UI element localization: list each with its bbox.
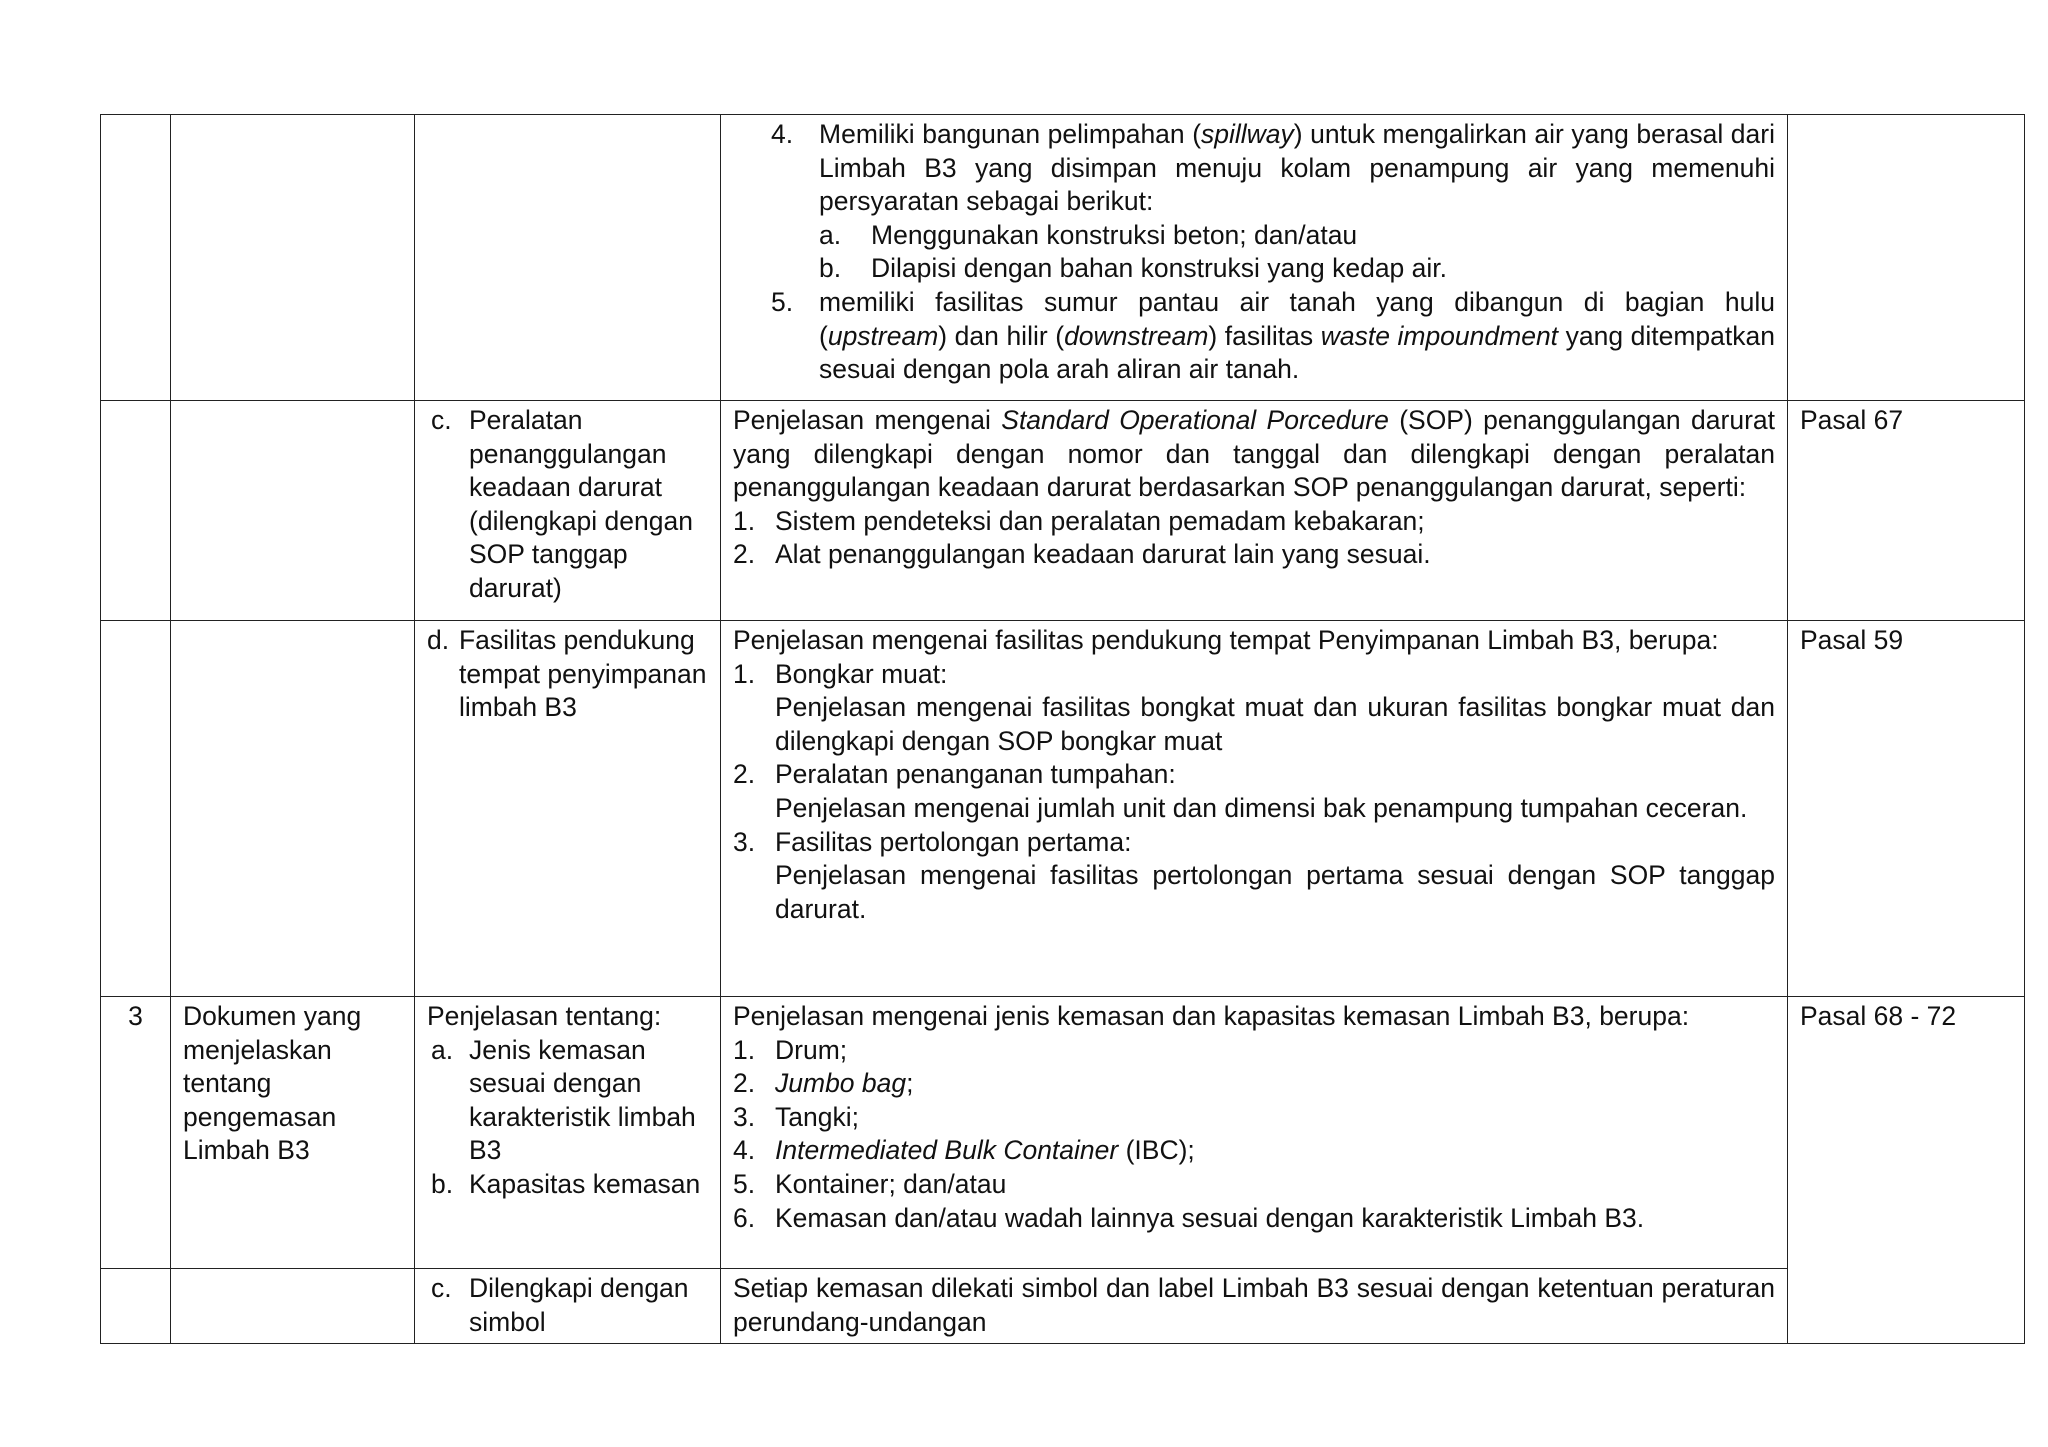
- reference-cell: Pasal 67: [1788, 401, 2025, 621]
- table-row: [101, 115, 2025, 401]
- list-item: [733, 826, 1775, 927]
- item-text: Drum;: [775, 1034, 848, 1065]
- item-text: Alat penanggulangan keadaan darurat lain yang sesuai.: [775, 539, 1431, 570]
- list-item: [427, 1034, 708, 1168]
- reference-cell: Pasal 59: [1788, 621, 2025, 997]
- item-text: Kontainer; dan/atau: [775, 1168, 1007, 1199]
- list-marker: 5.: [771, 286, 794, 317]
- item-text: Dilengkapi dengan simbol: [469, 1273, 689, 1337]
- criteria-cell: [415, 115, 721, 401]
- list-item: [733, 1101, 1775, 1135]
- explanation-intro: Penjelasan mengenai fasilitas pendukung tempat Penyimpanan Limbah B3, berupa:: [733, 625, 1719, 655]
- list-marker: 1.: [733, 505, 756, 536]
- item-text: ) dan hilir (: [938, 320, 1065, 351]
- item-text: ;: [906, 1068, 914, 1099]
- list-marker: a.: [819, 219, 842, 250]
- list-item: [733, 1067, 1775, 1101]
- document-cell: [171, 115, 415, 401]
- explanation-intro: [733, 404, 1775, 505]
- table-row: [101, 997, 2025, 1269]
- item-text: Fasilitas pertolongan pertama:: [775, 826, 1132, 857]
- item-detail: Penjelasan mengenai fasilitas pertolongan pertama sesuai dengan SOP tanggap darurat.: [775, 860, 1775, 924]
- list-marker: c.: [431, 1273, 452, 1303]
- item-text: ) fasilitas: [1208, 320, 1321, 351]
- item-text: Peralatan penanggulangan keadaan darurat (dilengkapi dengan SOP tanggap darurat): [469, 405, 693, 603]
- criteria-cell: [415, 401, 721, 621]
- list-marker: b.: [819, 253, 842, 284]
- item-text: Kapasitas kemasan: [469, 1168, 701, 1199]
- item-text: yang ditempatkan sesuai dengan pola arah aliran air tanah.: [819, 320, 1775, 385]
- item-text: Memiliki bangunan pelimpahan (: [819, 119, 1202, 149]
- item-text: Peralatan penanganan tumpahan:: [775, 759, 1176, 790]
- list-item: [733, 758, 1775, 825]
- row-number-cell: [101, 115, 171, 401]
- explanation-cell: [721, 401, 1788, 621]
- item-text-italic: upstream: [827, 320, 939, 351]
- row-number-cell: [101, 1269, 171, 1344]
- item-text-italic: waste impoundment: [1320, 320, 1559, 351]
- list-item: [733, 1134, 1775, 1168]
- document-cell: Dokumen yang menjelaskan tentang pengemasan Limbah B3: [171, 997, 415, 1269]
- item-text: (IBC);: [1118, 1135, 1195, 1166]
- explanation-list: [733, 505, 1775, 572]
- list-marker: 2.: [733, 539, 756, 570]
- table-row: [101, 621, 2025, 997]
- explanation-cell: [721, 621, 1788, 997]
- item-text: Sistem pendeteksi dan peralatan pemadam kebakaran;: [775, 505, 1425, 536]
- item-text: ) untuk mengalirkan air yang berasal dari Limbah B3 yang disimpan menuju kolam penampung air yang memenuhi persyaratan sebagai berikut:: [819, 119, 1775, 217]
- list-item: [427, 404, 708, 606]
- list-item: [427, 1168, 708, 1202]
- list-item: [733, 1202, 1775, 1236]
- list-marker: 5.: [733, 1168, 756, 1199]
- table-row: [101, 401, 2025, 621]
- explanation-intro: Penjelasan mengenai jenis kemasan dan kapasitas kemasan Limbah B3, berupa:: [733, 1001, 1690, 1031]
- list-marker: 1.: [733, 1034, 756, 1065]
- list-marker: d.: [427, 625, 450, 655]
- criteria-list: [427, 624, 708, 725]
- intro-text: Penjelasan mengenai: [733, 405, 1002, 435]
- intro-text: (SOP) penanggulangan darurat yang dilengkapi dengan nomor dan tanggal dan dilengkapi dengan peralatan penanggulangan keadaan darurat berdasarkan SOP penanggulangan darurat, seperti:: [733, 405, 1775, 503]
- list-marker: 6.: [733, 1202, 756, 1233]
- list-item: [733, 658, 1775, 759]
- item-text: Jenis kemasan sesuai dengan karakteristik limbah B3: [469, 1034, 696, 1166]
- item-text: Bongkar muat:: [775, 658, 948, 689]
- item-text: Tangki;: [775, 1101, 859, 1132]
- item-text: Kemasan dan/atau wadah lainnya sesuai dengan karakteristik Limbah B3.: [775, 1202, 1645, 1233]
- list-marker: 4.: [771, 119, 794, 149]
- list-marker: b.: [431, 1168, 454, 1199]
- explanation-cell: Setiap kemasan dilekati simbol dan label Limbah B3 sesuai dengan ketentuan peraturan perundang-undangan: [721, 1269, 1788, 1344]
- item-text: Fasilitas pendukung tempat penyimpanan limbah B3: [459, 625, 707, 723]
- list-item: [733, 538, 1775, 572]
- explanation-list: [733, 658, 1775, 927]
- list-marker: 2.: [733, 759, 756, 790]
- list-marker: 3.: [733, 826, 756, 857]
- row-number-cell: [101, 621, 171, 997]
- list-item: [819, 219, 1775, 253]
- list-item: [733, 505, 1775, 539]
- item-text-italic: spillway: [1201, 119, 1294, 149]
- list-marker: a.: [431, 1034, 454, 1065]
- list-item: [771, 118, 1775, 286]
- item-text: memiliki fasilitas sumur pantau air tanah yang dibangun di bagian hulu (: [819, 286, 1775, 351]
- item-text-italic: downstream: [1064, 320, 1209, 351]
- criteria-list: [427, 404, 708, 606]
- item-detail: Penjelasan mengenai jumlah unit dan dimensi bak penampung tumpahan ceceran.: [775, 792, 1748, 823]
- list-marker: 1.: [733, 658, 756, 689]
- criteria-list: [427, 1034, 708, 1202]
- item-detail: Penjelasan mengenai fasilitas bongkat muat dan ukuran fasilitas bongkar muat dan dilengkapi dengan SOP bongkar muat: [775, 692, 1775, 756]
- criteria-list: [427, 1272, 708, 1339]
- list-marker: c.: [431, 405, 452, 435]
- explanation-cell: [721, 115, 1788, 401]
- row-number-cell: 3: [101, 997, 171, 1269]
- sub-list: [819, 219, 1775, 286]
- criteria-cell: [415, 997, 721, 1269]
- intro-text-italic: Standard Operational Porcedure: [1001, 405, 1389, 435]
- list-marker: 3.: [733, 1101, 756, 1132]
- list-item: [427, 1272, 708, 1339]
- criteria-cell: [415, 1269, 721, 1344]
- list-item: [733, 1034, 1775, 1068]
- list-item: [819, 252, 1775, 286]
- list-item: [733, 1168, 1775, 1202]
- item-text: Menggunakan konstruksi beton; dan/atau: [871, 219, 1358, 250]
- list-marker: 4.: [733, 1135, 756, 1166]
- reference-cell: Pasal 68 - 72: [1788, 997, 2025, 1344]
- reference-cell: [1788, 115, 2025, 401]
- item-text-italic: Intermediated Bulk Container: [775, 1135, 1119, 1166]
- explanation-list: [733, 1034, 1775, 1236]
- item-text-italic: Jumbo bag: [775, 1068, 907, 1099]
- list-item: [771, 286, 1775, 387]
- criteria-head: Penjelasan tentang:: [427, 1001, 662, 1031]
- explanation-list: [771, 118, 1775, 387]
- explanation-cell: [721, 997, 1788, 1269]
- item-text: Dilapisi dengan bahan konstruksi yang kedap air.: [871, 253, 1448, 284]
- criteria-cell: [415, 621, 721, 997]
- requirements-table: [100, 114, 2025, 1344]
- list-item: [427, 624, 708, 725]
- table-row: [101, 1269, 2025, 1344]
- document-cell: [171, 401, 415, 621]
- document-cell: [171, 621, 415, 997]
- document-cell: [171, 1269, 415, 1344]
- list-marker: 2.: [733, 1068, 756, 1099]
- row-number-cell: [101, 401, 171, 621]
